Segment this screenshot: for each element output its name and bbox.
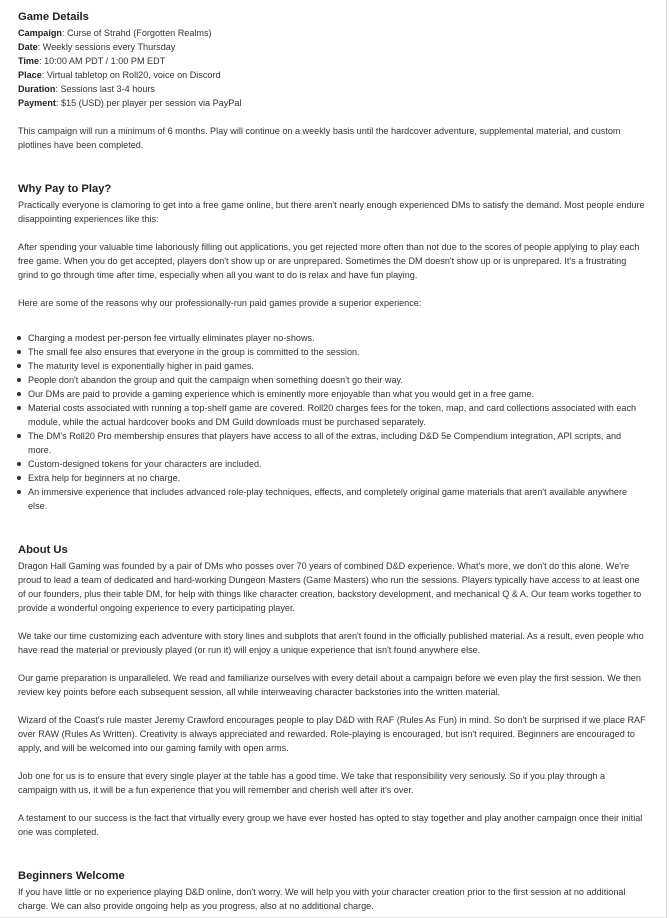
detail-date xyxy=(18,40,646,54)
list-item: People don't abandon the group and quit the campaign when something doesn't go their way. xyxy=(18,373,646,387)
about-paragraph-6: A testament to our success is the fact that virtually every group we have ever hosted has opted to stay together and play another campaign once their initial one was completed. xyxy=(18,813,643,837)
list-item: Custom-designed tokens for your characters are included. xyxy=(18,457,646,471)
detail-duration xyxy=(18,82,646,96)
list-item: Our DMs are paid to provide a gaming experience which is eminently more enjoyable than what you would get in a free game. xyxy=(18,387,646,401)
detail-value: : Virtual tabletop on Roll20, voice on Discord xyxy=(41,70,221,80)
why-pay-paragraph-3: Here are some of the reasons why our professionally-run paid games provide a superior experience: xyxy=(18,298,422,308)
detail-label: Place xyxy=(18,70,42,80)
about-paragraph-3: Our game preparation is unparalleled. We read and familiarize ourselves with every detail about a campaign before we even play the first session. We then review key points before each subsequent session, all while interweaving character backstories into the written material. xyxy=(18,673,641,697)
detail-value: : 10:00 AM PDT / 1:00 PM EDT xyxy=(39,56,166,66)
beginners-paragraph: If you have little or no experience playing D&D online, don't worry. We will help you with your character creation prior to the first session at no additional charge. We can also provide ongoing help as you progress, also at no additional charge. xyxy=(18,887,626,911)
detail-label: Date xyxy=(18,42,38,52)
why-pay-paragraph-1: Practically everyone is clamoring to get into a free game online, but there aren't nearly enough experienced DMs to satisfy the demand. Most people endure disappointing experiences like this: xyxy=(18,200,645,224)
detail-value: : Curse of Strahd (Forgotten Realms) xyxy=(61,28,212,38)
detail-payment xyxy=(18,96,646,110)
game-details-heading: Game Details xyxy=(18,11,89,23)
list-item: Extra help for beginners at no charge. xyxy=(18,471,646,485)
detail-campaign xyxy=(18,26,646,40)
list-item: The maturity level is exponentially higher in paid games. xyxy=(18,359,646,373)
about-paragraph-1: Dragon Hall Gaming was founded by a pair of DMs who posses over 70 years of combined D&D experience. What's more, we don't do this alone. We're proud to lead a team of dedicated and hard-working Dungeon Masters (Game Masters) who run the sessions. Players typically have access to at least one of our founders, plus their table DM, for help with things like character creation, backstory development, and mechanical Q & A. Our team works together to provide a wonderful ongoing experience to every participating player. xyxy=(18,561,642,613)
about-paragraph-4: Wizard of the Coast's rule master Jeremy Crawford encourages people to play D&D with RAF (Rules As Fun) in mind. So don't be surprised if we place RAF over RAW (Rules As Written). Creativity is always appreciated and rewarded. Role-playing is encouraged, but isn't required. Beginners are encouraged to apply, and will be welcomed into our gaming family with open arms. xyxy=(18,715,646,753)
about-paragraph-2: We take our time customizing each adventure with story lines and subplots that aren't found in the officially published material. As a result, even people who have read the material or previously played (or run it) will enjoy a unique experience that isn't found anywhere else. xyxy=(18,631,644,655)
about-paragraph-5: Job one for us is to ensure that every single player at the table has a good time. We take that responsibility very seriously. So if you play through a campaign with us, it will be a fun experience that you will remember and cherish well after it's over. xyxy=(18,771,606,795)
campaign-length-paragraph: This campaign will run a minimum of 6 months. Play will continue on a weekly basis until the hardcover adventure, supplemental material, and custom plotlines have been completed. xyxy=(18,126,621,150)
detail-place xyxy=(18,68,646,82)
about-section xyxy=(18,541,646,839)
list-item: Material costs associated with running a top-shelf game are covered. Roll20 charges fees for the token, map, and card collections associated with each module, while the actual hardcover books and DM Guild downloads must be purchased separately. xyxy=(18,401,646,429)
list-item: The DM's Roll20 Pro membership ensures that players have access to all of the extras, including D&D 5e Compendium integration, API scripts, and more. xyxy=(18,429,646,457)
detail-value: : $15 (USD) per player per session via PayPal xyxy=(55,98,242,108)
why-pay-section xyxy=(18,180,646,513)
detail-time xyxy=(18,54,646,68)
why-pay-paragraph-2: After spending your valuable time laboriously filling out applications, you get rejected more often than not due to the scores of people applying to play each free game. When you do get accepted, players don't show up or are unprepared. Sometimes the DM doesn't show up or is unprepared. It's a frustrating grind to go through time after time, especially when all you want to do is relax and have fun playing. xyxy=(18,242,640,280)
list-item: An immersive experience that includes advanced role-play techniques, effects, and completely original game materials that aren't available anywhere else. xyxy=(18,485,646,513)
document-content xyxy=(18,8,646,913)
detail-value: : Weekly sessions every Thursday xyxy=(37,42,176,52)
detail-label: Payment xyxy=(18,98,56,108)
game-details-section xyxy=(18,8,646,152)
why-pay-heading: Why Pay to Play? xyxy=(18,183,112,195)
detail-label: Campaign xyxy=(18,28,62,38)
detail-value: : Sessions last 3-4 hours xyxy=(55,84,155,94)
list-item: Charging a modest per-person fee virtually eliminates player no-shows. xyxy=(18,331,646,345)
about-heading: About Us xyxy=(18,544,68,556)
reasons-list xyxy=(18,331,646,513)
detail-label: Time xyxy=(18,56,40,66)
beginners-section xyxy=(18,867,646,913)
list-item: The small fee also ensures that everyone in the group is committed to the session. xyxy=(18,345,646,359)
detail-label: Duration xyxy=(18,84,56,94)
beginners-heading: Beginners Welcome xyxy=(18,870,125,882)
